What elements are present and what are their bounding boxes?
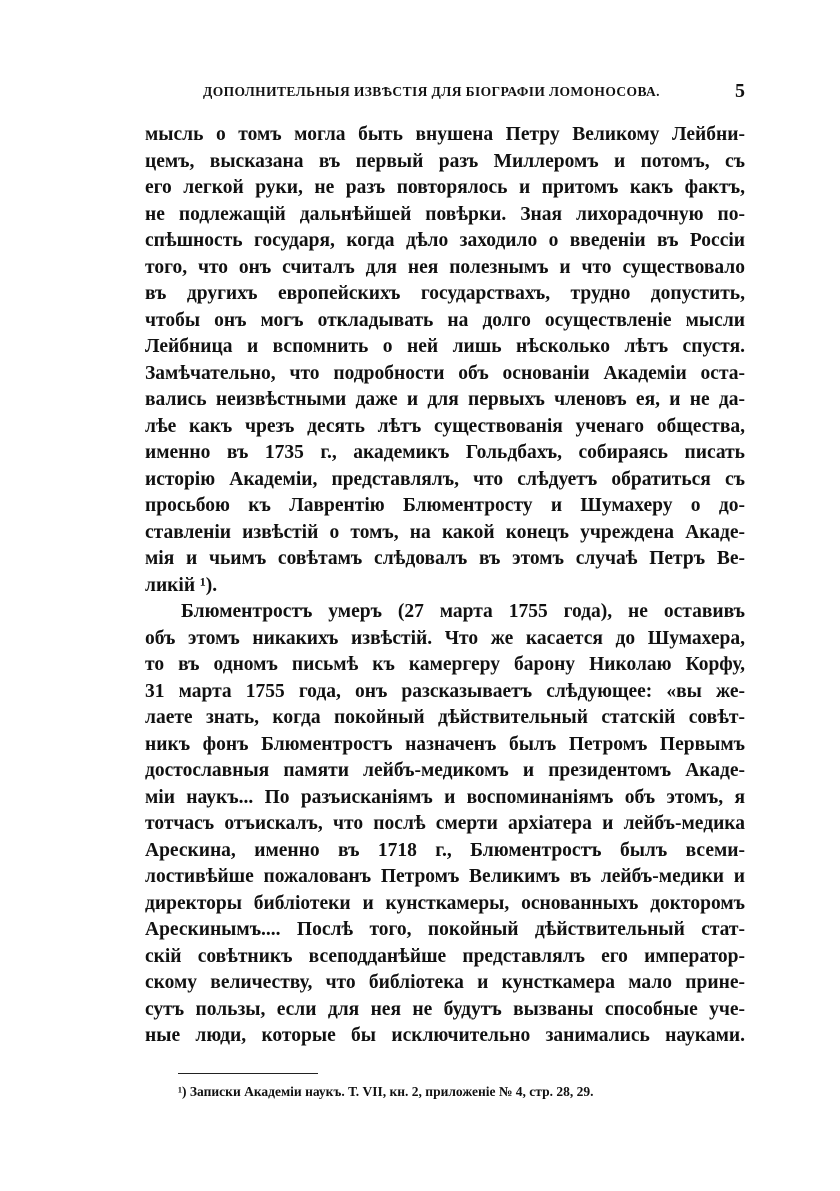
- text-line: его легкой руки, не разъ повторялось и притомъ какъ фактъ,: [145, 177, 745, 198]
- text-line: достославныя памяти лейбъ-медикомъ и президентомъ Акаде-: [145, 760, 745, 781]
- text-line: лѣе какъ чрезъ десять лѣтъ существованія ученаго общества,: [145, 415, 745, 437]
- text-line: цемъ, высказана въ первый разъ Миллеромъ и потомъ, съ: [145, 150, 745, 172]
- running-title: ДОПОЛНИТЕЛЬНЫЯ ИЗВѢСТІЯ ДЛЯ БІОГРАФІИ ЛОМОНОСОВА.: [203, 84, 660, 99]
- text-line: въ другихъ европейскихъ государствахъ, трудно допустить,: [145, 283, 745, 304]
- text-line: Арескинымъ.... Послѣ того, покойный дѣйствительный стат-: [145, 919, 745, 940]
- text-line: не подлежащій дальнѣйшей повѣрки. Зная лихорадочную по-: [145, 203, 745, 225]
- text-line: Лейбница и вспомнить о ней лишь нѣсколько лѣтъ спустя.: [145, 336, 745, 357]
- text-line: мысль о томъ могла быть внушена Петру Великому Лейбни-: [145, 124, 745, 145]
- footnote: ¹) Записки Академіи наукъ. Т. VII, кн. 2, приложеніе № 4, стр. 28, 29.: [178, 1084, 594, 1099]
- text-line: просьбою къ Лаврентію Блюментросту и Шумахеру о до-: [145, 495, 745, 516]
- text-line: Арескина, именно въ 1718 г., Блюментростъ былъ всеми-: [145, 839, 745, 861]
- paragraph-end-line: ликій ¹).: [145, 574, 218, 596]
- paragraph-first-line: Блюментростъ умеръ (27 марта 1755 года), не оставивъ: [181, 601, 745, 622]
- text-line: ставленіи извѣстій о томъ, на какой конецъ учреждена Акаде-: [145, 521, 745, 543]
- running-head: [145, 80, 745, 106]
- text-line: міи наукъ... По разъисканіямъ и воспоминаніямъ объ этомъ, я: [145, 786, 745, 808]
- text-line: сутъ пользы, если для нея не будутъ вызваны способные уче-: [145, 998, 745, 1020]
- text-line: именно въ 1735 г., академикъ Гольдбахъ, собираясь писать: [145, 442, 745, 463]
- text-line: директоры библіотеки и кунсткамеры, основанныхъ докторомъ: [145, 892, 745, 914]
- text-line: исторію Академіи, представлялъ, что слѣдуетъ обратиться съ: [145, 468, 745, 490]
- text-line: то въ одномъ письмѣ къ камергеру барону Николаю Корфу,: [145, 654, 745, 675]
- text-line: мія и чьимъ совѣтамъ слѣдовалъ въ этомъ случаѣ Петръ Ве-: [145, 548, 745, 569]
- text-line: вались неизвѣстными даже и для первыхъ членовъ ея, и не да-: [145, 389, 745, 410]
- text-line: спѣшность государя, когда дѣло заходило о введеніи въ Россіи: [145, 230, 745, 251]
- text-line: объ этомъ никакихъ извѣстій. Что же касается до Шумахера,: [145, 627, 745, 649]
- text-line: того, что онъ считалъ для нея полезнымъ и что существовало: [145, 256, 745, 278]
- text-line: скій совѣтникъ всеподданѣйше представлялъ его император-: [145, 945, 745, 967]
- text-line: скому величеству, что библіотека и кунсткамера мало прине-: [145, 972, 745, 993]
- text-line: тотчасъ отъискалъ, что послѣ смерти архіатера и лейбъ-медика: [145, 813, 745, 834]
- page-number: 5: [735, 80, 745, 102]
- footnote-divider: [178, 1073, 318, 1074]
- text-line: ные люди, которые бы исключительно занимались науками.: [145, 1025, 745, 1046]
- body-text: [145, 122, 745, 1050]
- text-line: лостивѣйше пожалованъ Петромъ Великимъ въ лейбъ-медики и: [145, 866, 745, 887]
- text-line: чтобы онъ могъ откладывать на долго осуществленіе мысли: [145, 309, 745, 331]
- text-line: лаете знать, когда покойный дѣйствительный статскій совѣт-: [145, 707, 745, 728]
- text-line: Замѣчательно, что подробности объ основаніи Академіи оста-: [145, 362, 745, 384]
- text-line: 31 марта 1755 года, онъ разсказываетъ слѣдующее: «вы же-: [145, 680, 745, 702]
- text-line: никъ фонъ Блюментростъ назначенъ былъ Петромъ Первымъ: [145, 733, 745, 755]
